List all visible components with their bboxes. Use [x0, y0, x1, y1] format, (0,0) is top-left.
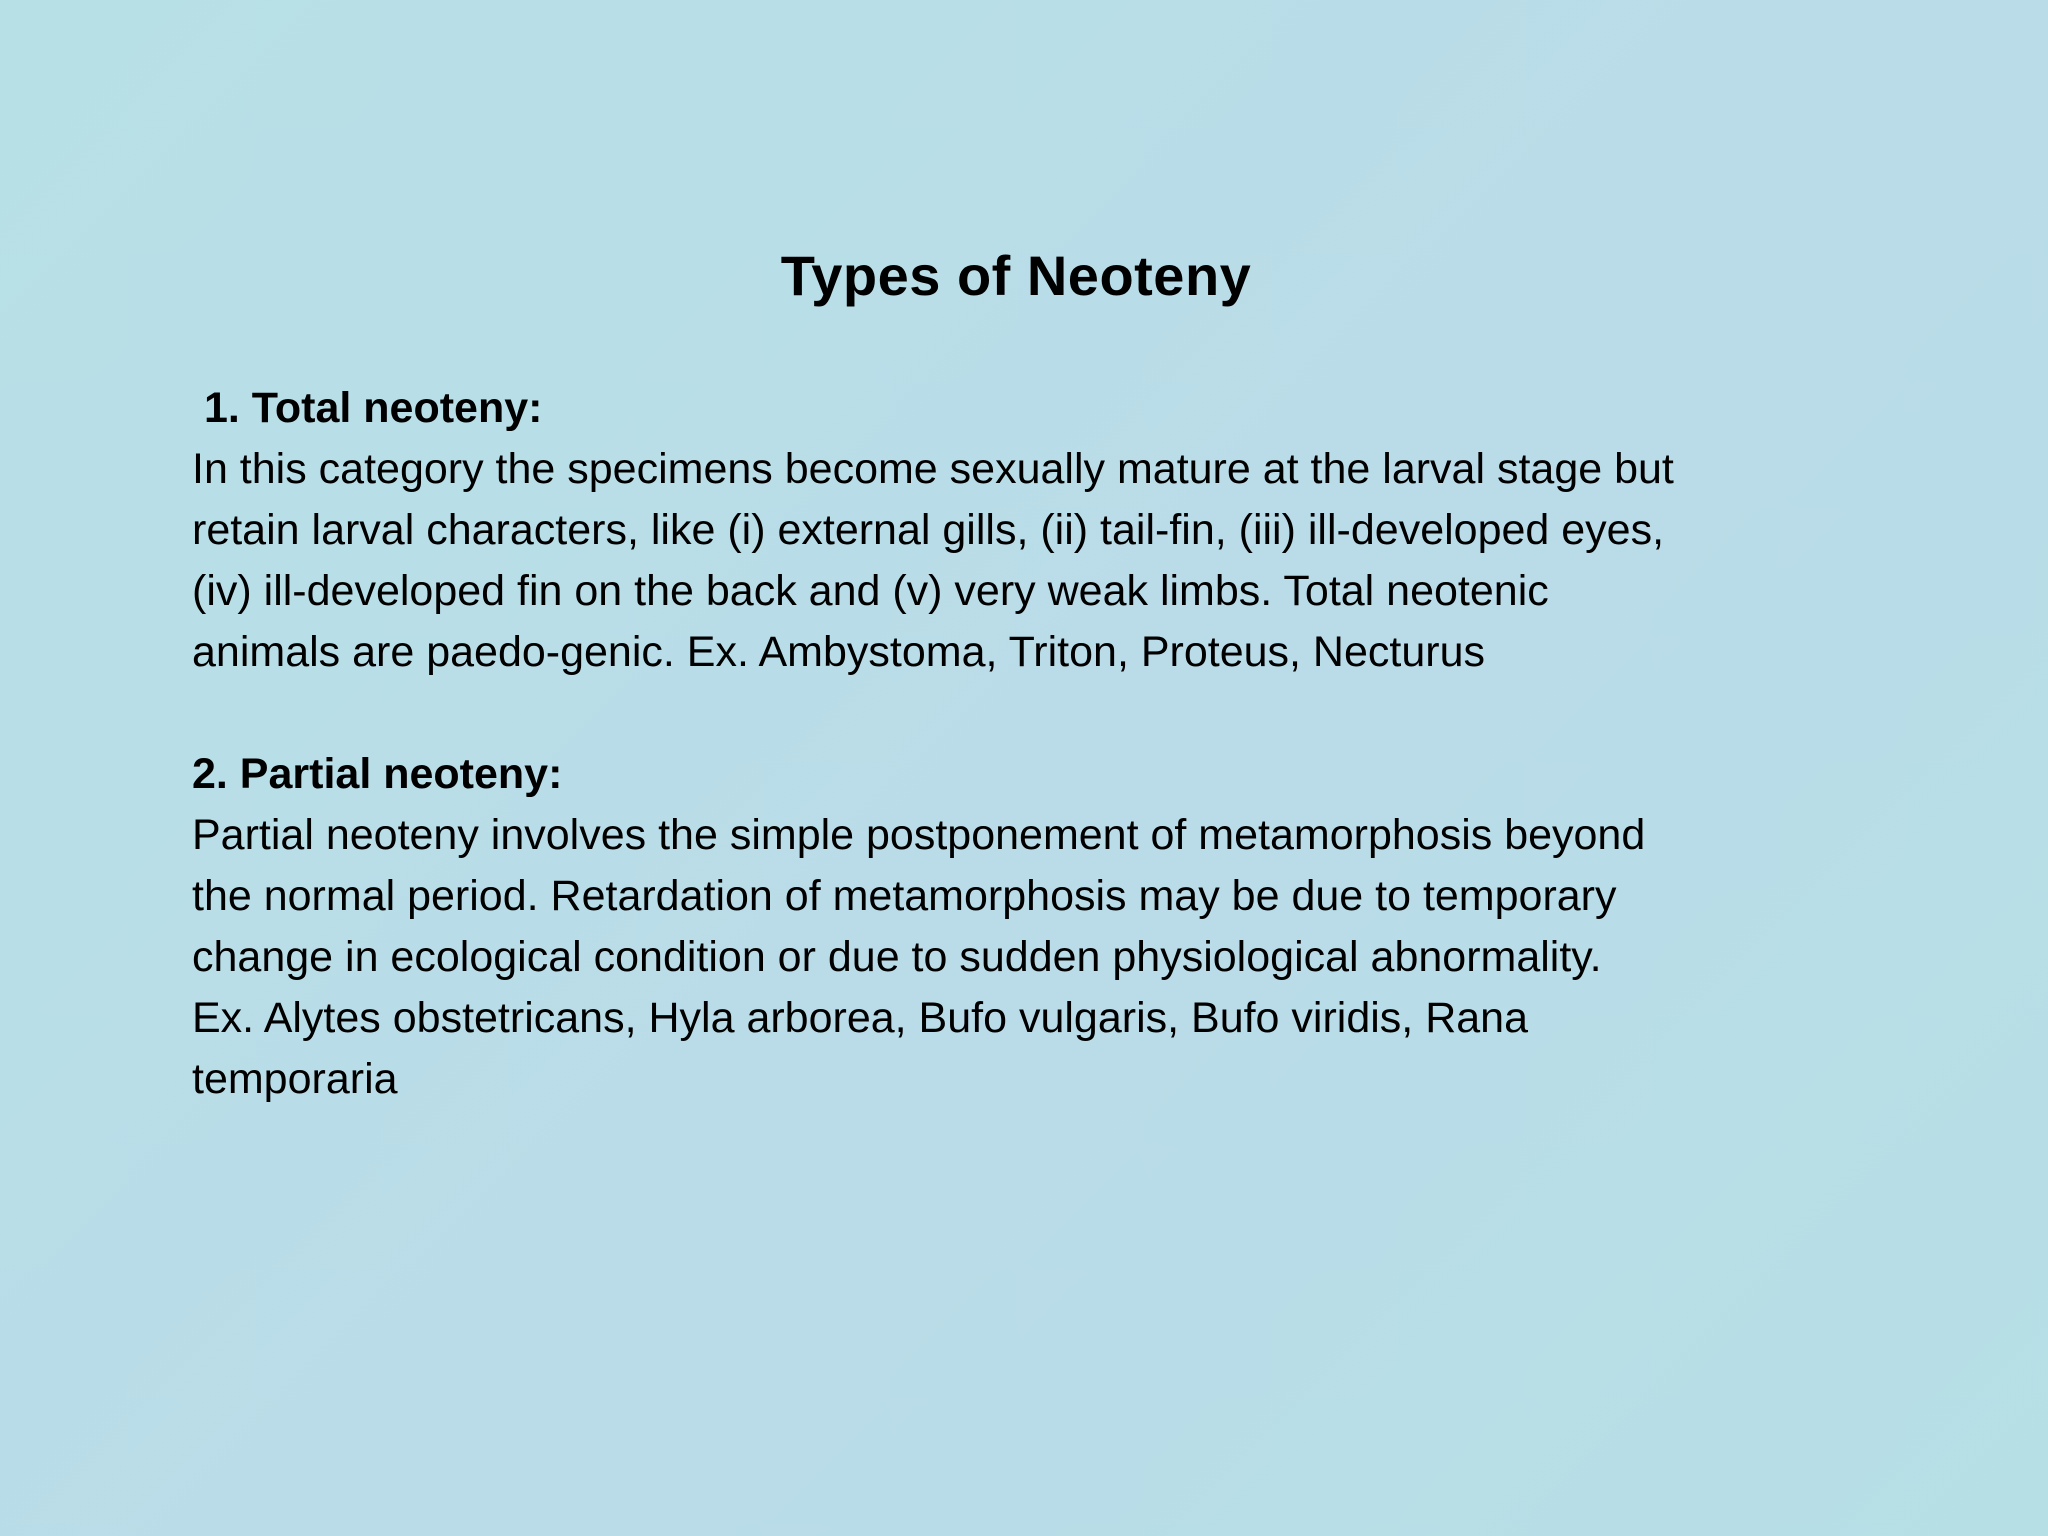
slide-content [192, 378, 1912, 1110]
section-spacer [192, 683, 1912, 744]
partial-neoteny-line-2: the normal period. Retardation of metamorphosis may be due to temporary [192, 872, 1617, 920]
partial-neoteny-line-5: temporaria [192, 1055, 398, 1103]
partial-neoteny-line-3: change in ecological condition or due to sudden physiological abnormality. [192, 933, 1602, 981]
section-heading-total-neoteny: 1. Total neoteny: [204, 384, 543, 432]
partial-neoteny-line-4: Ex. Alytes obstetricans, Hyla arborea, Bufo vulgaris, Bufo viridis, Rana [192, 994, 1529, 1042]
total-neoteny-line-4: animals are paedo-genic. Ex. Ambystoma, Triton, Proteus, Necturus [192, 628, 1485, 676]
section-heading-partial-neoteny: 2. Partial neoteny: [192, 750, 563, 798]
total-neoteny-line-1: In this category the specimens become sexually mature at the larval stage but [192, 445, 1674, 493]
slide-title: Types of Neoteny [780, 244, 1252, 307]
total-neoteny-line-2: retain larval characters, like (i) external gills, (ii) tail-fin, (iii) ill-developed eyes, [192, 506, 1665, 554]
partial-neoteny-line-1: Partial neoteny involves the simple postponement of metamorphosis beyond [192, 811, 1646, 859]
total-neoteny-line-3: (iv) ill-developed fin on the back and (v) very weak limbs. Total neotenic [192, 567, 1549, 615]
